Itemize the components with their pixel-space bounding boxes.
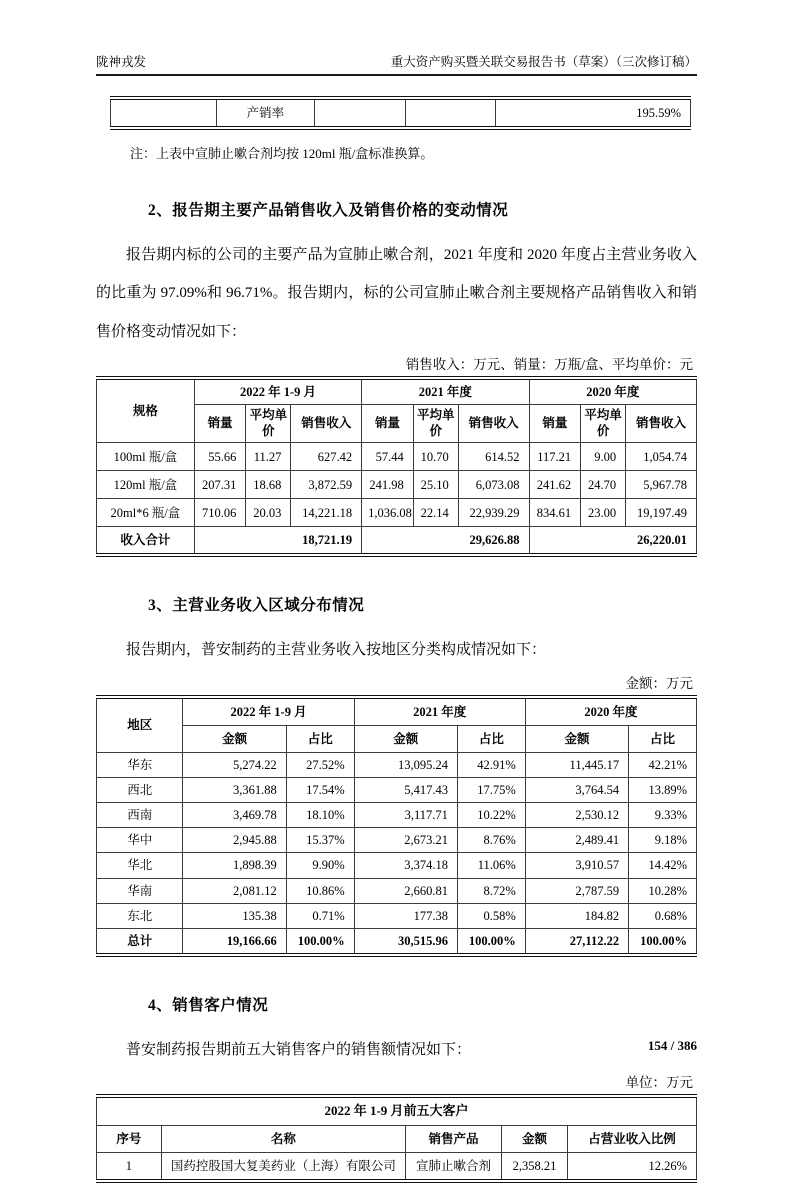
header-report-title: 重大资产购买暨关联交易报告书（草案）（三次修订稿） [390, 55, 697, 69]
table-cell: 9.90% [286, 853, 354, 878]
table-cell: 3,374.18 [354, 853, 457, 878]
total-value-cell: 30,515.96 [354, 928, 457, 955]
table-cell: 9.00 [581, 443, 626, 471]
table-cell: 3,764.54 [525, 778, 628, 803]
table-cell: 17.54% [286, 778, 354, 803]
table-cell: 2,530.12 [525, 803, 628, 828]
table-cell: 19,197.49 [626, 499, 697, 527]
table-cell: 15.37% [286, 828, 354, 853]
table-cell: 6,073.08 [458, 471, 529, 499]
table-cell: 1 [97, 1153, 162, 1182]
table-cell: 13,095.24 [354, 752, 457, 777]
table-cell: 10.22% [457, 803, 525, 828]
table-row [97, 443, 697, 471]
table-cell: 20.03 [246, 499, 291, 527]
table-row [97, 752, 697, 777]
table-cell: 3,910.57 [525, 853, 628, 878]
table-cell: 5,274.22 [183, 752, 286, 777]
column-header-ratio: 占营业收入比例 [567, 1125, 696, 1152]
table-cell: 12.26% [567, 1153, 696, 1182]
column-header-amount: 金额 [183, 725, 286, 752]
table-row [97, 853, 697, 878]
column-header-amount: 金额 [525, 725, 628, 752]
column-header-qty: 销量 [194, 405, 246, 443]
table-total-row [97, 527, 697, 556]
table-cell: 9.18% [629, 828, 697, 853]
table-total-row [97, 928, 697, 955]
table-cell: 20ml*6 瓶/盒 [97, 499, 195, 527]
table-row [97, 471, 697, 499]
table-cell: 华东 [97, 752, 183, 777]
table-cell: 华南 [97, 878, 183, 903]
column-header-product: 销售产品 [405, 1125, 501, 1152]
total-value-cell: 19,166.66 [183, 928, 286, 955]
table-cell: 2,081.12 [183, 878, 286, 903]
table-cell [405, 98, 495, 128]
table-cell: 23.00 [581, 499, 626, 527]
table-title-row [97, 1096, 697, 1125]
column-header-qty: 销量 [529, 405, 581, 443]
column-header-price: 平均单价 [581, 405, 626, 443]
table-cell: 11.06% [457, 853, 525, 878]
table-cell: 5,967.78 [626, 471, 697, 499]
table-cell: 55.66 [194, 443, 246, 471]
table-row [97, 499, 697, 527]
table-subheader-row [97, 725, 697, 752]
table-cell: 1,898.39 [183, 853, 286, 878]
table-cell: 42.21% [629, 752, 697, 777]
column-header-revenue: 销售收入 [626, 405, 697, 443]
table-cell: 5,417.43 [354, 778, 457, 803]
total-label-cell: 收入合计 [97, 527, 195, 556]
table-cell: 42.91% [457, 752, 525, 777]
table-cell: 11,445.17 [525, 752, 628, 777]
column-header-share: 占比 [286, 725, 354, 752]
column-header-revenue: 销售收入 [458, 405, 529, 443]
table-cell: 195.59% [496, 98, 691, 128]
table-footnote: 注：上表中宣肺止嗽合剂均按 120ml 瓶/盒标准换算。 [130, 146, 434, 162]
column-header-period: 2022 年 1-9 月 [183, 697, 354, 726]
table-cell: 241.62 [529, 471, 581, 499]
table-cell: 2,945.88 [183, 828, 286, 853]
table-cell: 18.68 [246, 471, 291, 499]
total-value-cell: 29,626.88 [362, 527, 529, 556]
table-cell: 627.42 [291, 443, 362, 471]
column-header-amount: 金额 [354, 725, 457, 752]
column-header-name: 名称 [161, 1125, 405, 1152]
table-row [97, 878, 697, 903]
table-cell: 710.06 [194, 499, 246, 527]
section-4-paragraph: 普安制药报告期前五大销售客户的销售额情况如下： [126, 1041, 472, 1058]
table-cell: 3,361.88 [183, 778, 286, 803]
table-cell: 10.28% [629, 878, 697, 903]
table-row [97, 828, 697, 853]
table-header-row [97, 697, 697, 726]
table-row [97, 903, 697, 928]
table-cell: 华北 [97, 853, 183, 878]
table-cell: 11.27 [246, 443, 291, 471]
table-cell: 3,872.59 [291, 471, 362, 499]
table-row [97, 803, 697, 828]
table-cell: 184.82 [525, 903, 628, 928]
unit-note-region: 金额：万元 [625, 675, 693, 691]
column-header-price: 平均单价 [246, 405, 291, 443]
running-header [96, 52, 697, 76]
table-cell: 135.38 [183, 903, 286, 928]
unit-note-sales: 销售收入：万元、销量：万瓶/盒、平均单价：元 [405, 356, 693, 372]
sales-revenue-table [96, 376, 697, 558]
table-title: 2022 年 1-9 月前五大客户 [97, 1096, 697, 1125]
table-cell: 宣肺止嗽合剂 [405, 1153, 501, 1182]
table-cell: 13.89% [629, 778, 697, 803]
total-value-cell: 26,220.01 [529, 527, 696, 556]
section-heading-3: 3、主营业务收入区域分布情况 [148, 597, 365, 615]
page-number: 154 / 386 [647, 1038, 697, 1053]
table-cell: 9.33% [629, 803, 697, 828]
table-cell: 西南 [97, 803, 183, 828]
carryover-table [110, 96, 691, 130]
table-cell: 西北 [97, 778, 183, 803]
table-row [97, 1153, 697, 1182]
column-header-amount: 金额 [501, 1125, 567, 1152]
total-label-cell: 总计 [97, 928, 183, 955]
table-cell: 2,358.21 [501, 1153, 567, 1182]
table-cell: 18.10% [286, 803, 354, 828]
table-cell: 10.86% [286, 878, 354, 903]
table-cell: 3,117.71 [354, 803, 457, 828]
column-header-period: 2022 年 1-9 月 [194, 378, 361, 405]
table-cell: 57.44 [362, 443, 414, 471]
table-cell: 614.52 [458, 443, 529, 471]
table-cell: 1,036.08 [362, 499, 414, 527]
table-cell: 华中 [97, 828, 183, 853]
table-cell: 834.61 [529, 499, 581, 527]
table-cell: 8.76% [457, 828, 525, 853]
table-cell: 25.10 [413, 471, 458, 499]
table-cell: 100ml 瓶/盒 [97, 443, 195, 471]
column-header-share: 占比 [629, 725, 697, 752]
section-heading-2: 2、报告期主要产品销售收入及销售价格的变动情况 [148, 202, 509, 220]
table-cell: 14.42% [629, 853, 697, 878]
table-cell: 3,469.78 [183, 803, 286, 828]
unit-note-customer: 单位：万元 [625, 1075, 693, 1091]
table-cell: 1,054.74 [626, 443, 697, 471]
table-cell: 120ml 瓶/盒 [97, 471, 195, 499]
table-cell [315, 98, 405, 128]
table-cell [111, 98, 217, 128]
table-cell: 2,673.21 [354, 828, 457, 853]
table-cell: 0.58% [457, 903, 525, 928]
column-header-period: 2020 年度 [525, 697, 696, 726]
table-cell: 177.38 [354, 903, 457, 928]
column-header-period: 2021 年度 [362, 378, 529, 405]
total-value-cell: 27,112.22 [525, 928, 628, 955]
table-cell: 10.70 [413, 443, 458, 471]
table-cell: 22.14 [413, 499, 458, 527]
table-cell: 东北 [97, 903, 183, 928]
table-cell: 27.52% [286, 752, 354, 777]
table-cell: 117.21 [529, 443, 581, 471]
column-header-period: 2020 年度 [529, 378, 696, 405]
table-row [97, 778, 697, 803]
column-header-index: 序号 [97, 1125, 162, 1152]
table-cell: 241.98 [362, 471, 414, 499]
table-cell: 2,660.81 [354, 878, 457, 903]
table-cell: 0.71% [286, 903, 354, 928]
total-value-cell: 18,721.19 [194, 527, 361, 556]
table-cell: 2,787.59 [525, 878, 628, 903]
table-cell: 国药控股国大复美药业（上海）有限公司 [161, 1153, 405, 1182]
table-cell: 207.31 [194, 471, 246, 499]
table-cell: 22,939.29 [458, 499, 529, 527]
column-header-period: 2021 年度 [354, 697, 525, 726]
table-header-row [97, 378, 697, 405]
column-header-qty: 销量 [362, 405, 414, 443]
table-cell: 2,489.41 [525, 828, 628, 853]
top-customers-table [96, 1094, 697, 1183]
column-header-price: 平均单价 [413, 405, 458, 443]
column-header-spec: 规格 [97, 378, 195, 443]
section-3-paragraph: 报告期内，普安制药的主营业务收入按地区分类构成情况如下： [126, 642, 547, 659]
region-revenue-table [96, 695, 697, 957]
total-value-cell: 100.00% [286, 928, 354, 955]
table-header-row [97, 1125, 697, 1152]
header-short-title: 陇神戎发 [96, 55, 147, 69]
column-header-region: 地区 [97, 697, 183, 753]
table-row [111, 98, 691, 128]
table-cell: 24.70 [581, 471, 626, 499]
column-header-share: 占比 [457, 725, 525, 752]
total-value-cell: 100.00% [629, 928, 697, 955]
table-cell: 14,221.18 [291, 499, 362, 527]
table-cell: 0.68% [629, 903, 697, 928]
table-cell: 17.75% [457, 778, 525, 803]
section-2-paragraph: 报告期内标的公司的主要产品为宣肺止嗽合剂，2021 年度和 2020 年度占主营业务收入的比重为 97.09%和 96.71%。报告期内，标的公司宣肺止嗽合剂主要规格产品销售收入和销售价格变动情况如下： [96, 247, 697, 340]
section-heading-4: 4、销售客户情况 [148, 996, 269, 1014]
total-value-cell: 100.00% [457, 928, 525, 955]
table-cell: 产销率 [216, 98, 315, 128]
carryover-table-wrap [96, 96, 697, 130]
table-cell: 8.72% [457, 878, 525, 903]
column-header-revenue: 销售收入 [291, 405, 362, 443]
